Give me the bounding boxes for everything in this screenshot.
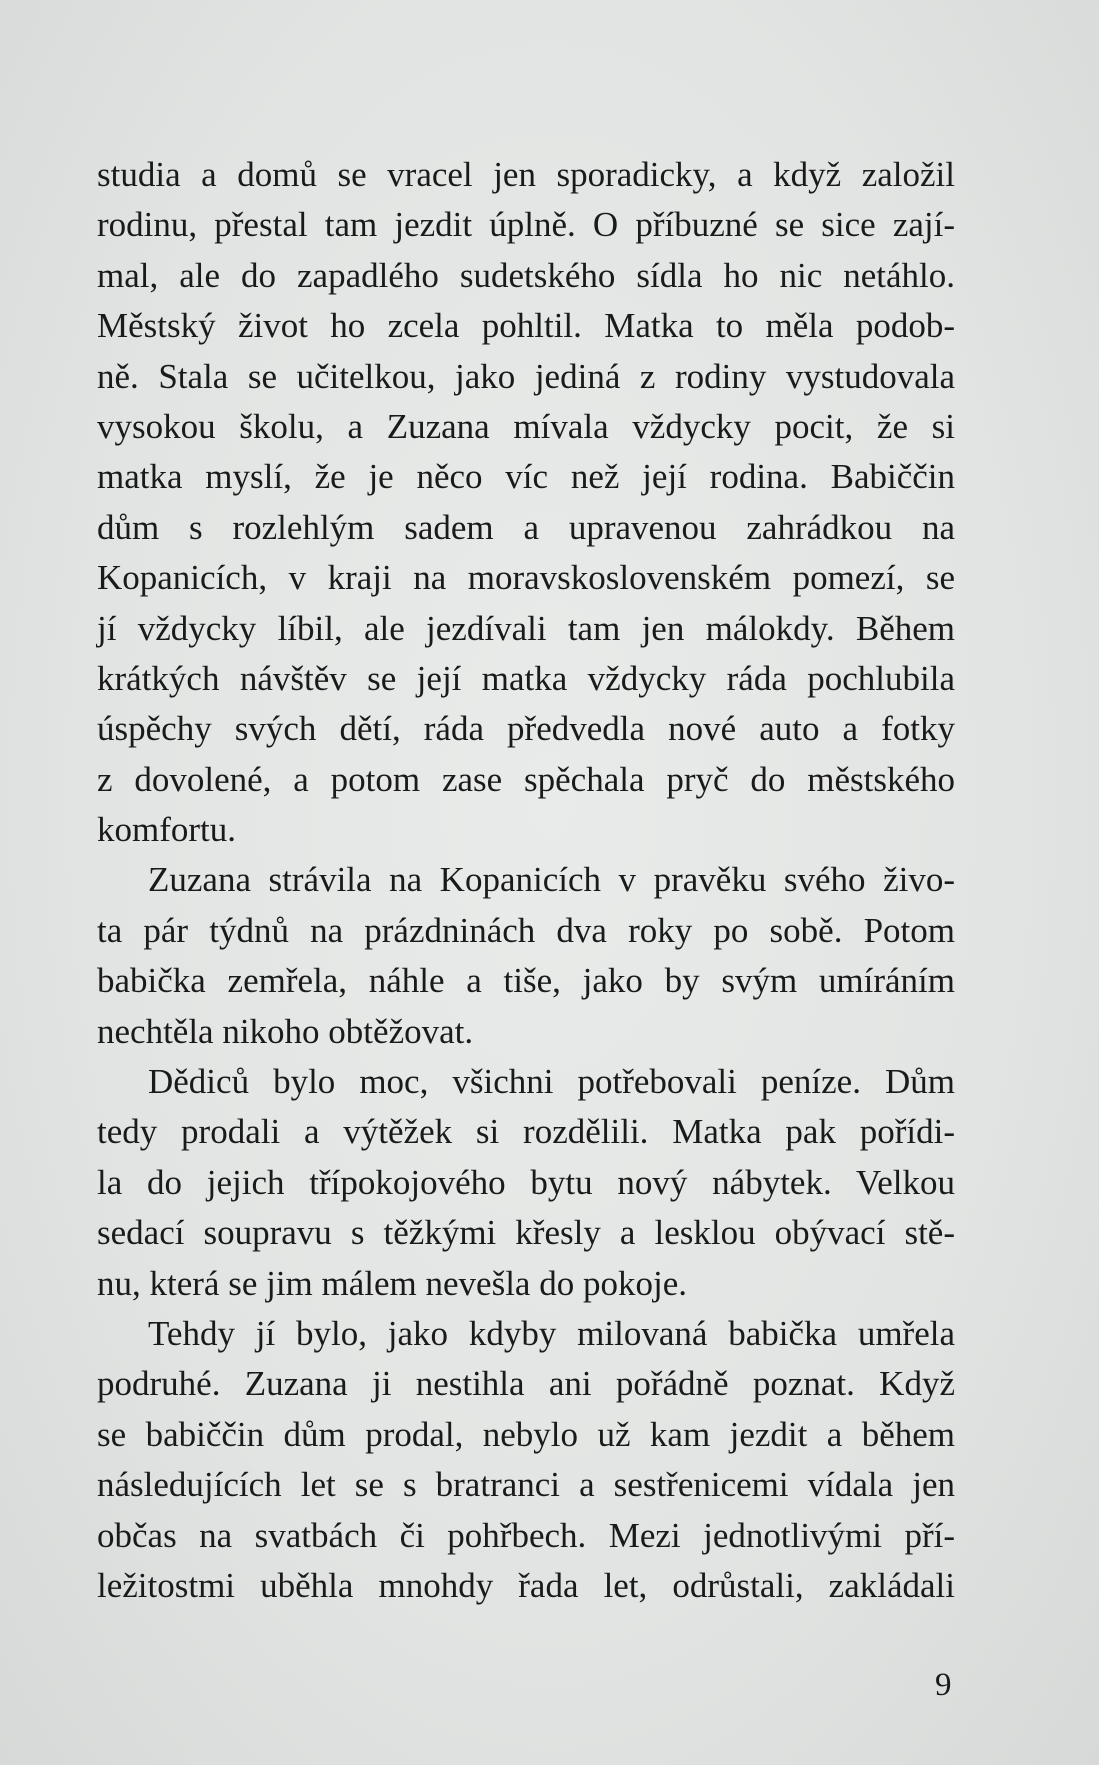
text-line: z dovolené, a potom zase spěchala pryč do městského [97, 759, 955, 799]
text-line: la do jejich třípokojového bytu nový nábytek. Velkou [97, 1162, 955, 1202]
text-line: ležitostmi uběhla mnohdy řada let, odrůstali, zakládali [97, 1565, 955, 1605]
text-line: se babiččin dům prodal, nebylo už kam jezdit a během [97, 1414, 955, 1454]
text-line: vysokou školu, a Zuzana mívala vždycky pocit, že si [97, 406, 955, 446]
text-line: matka myslí, že je něco víc než její rodina. Babiččin [97, 457, 955, 497]
text-line: následujících let se s bratranci a sestřenicemi vídala jen [97, 1465, 955, 1505]
text-line: mal, ale do zapadlého sudetského sídla ho nic netáhlo. [97, 255, 955, 295]
text-line: podruhé. Zuzana ji nestihla ani pořádně poznat. Když [97, 1364, 955, 1404]
body-text [97, 150, 955, 1611]
text-line: dům s rozlehlým sadem a upravenou zahrádkou na [97, 507, 955, 547]
text-line: Kopanicích, v kraji na moravskoslovenském pomezí, se [97, 558, 955, 598]
text-line: nu, která se jim málem nevešla do pokoje. [97, 1263, 687, 1303]
text-line: ně. Stala se učitelkou, jako jediná z rodiny vystudovala [97, 356, 955, 396]
text-line: krátkých návštěv se její matka vždycky ráda pochlubila [97, 658, 955, 698]
text-line: rodinu, přestal tam jezdit úplně. O příbuzné se sice zají- [97, 205, 955, 245]
text-line: sedací soupravu s těžkými křesly a lesklou obývací stě- [97, 1213, 955, 1253]
text-line: nechtěla nikoho obtěžovat. [97, 1011, 474, 1051]
text-line: občas na svatbách či pohřbech. Mezi jednotlivými pří- [97, 1515, 955, 1555]
text-line: úspěchy svých dětí, ráda předvedla nové auto a fotky [97, 709, 955, 749]
paragraph-first-line: Dědiců bylo moc, všichni potřebovali peníze. Dům [148, 1062, 955, 1102]
text-line: jí vždycky líbil, ale jezdívali tam jen málokdy. Během [97, 608, 955, 648]
text-line: tedy prodali a výtěžek si rozdělili. Matka pak pořídi- [97, 1112, 955, 1152]
text-line: Městský život ho zcela pohltil. Matka to měla podob- [97, 306, 955, 346]
text-line: komfortu. [97, 810, 237, 850]
text-line: babička zemřela, náhle a tiše, jako by svým umíráním [97, 961, 955, 1001]
page-number: 9 [935, 1667, 952, 1703]
paragraph-first-line: Tehdy jí bylo, jako kdyby milovaná babička umřela [148, 1313, 955, 1353]
text-line: studia a domů se vracel jen sporadicky, a když založil [97, 155, 955, 194]
paragraph-first-line: Zuzana strávila na Kopanicích v pravěku svého živo- [148, 860, 955, 900]
text-line: ta pár týdnů na prázdninách dva roky po sobě. Potom [97, 910, 955, 950]
